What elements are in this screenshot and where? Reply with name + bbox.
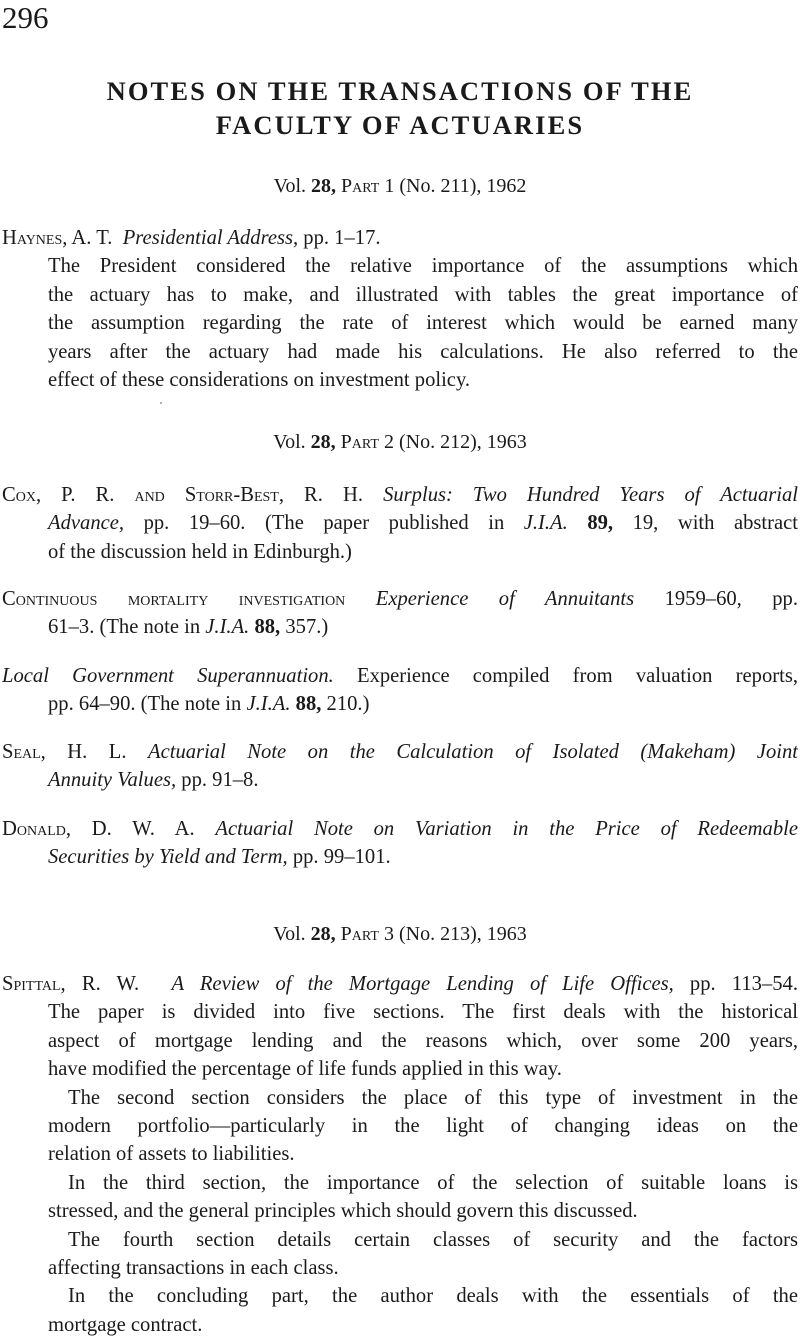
heading-part-word: Part <box>335 431 384 453</box>
heading-part-word: Part <box>335 923 384 945</box>
citation-line <box>2 224 798 252</box>
abstract-line: In the concluding part, the author deals with the essentials of the <box>68 1285 798 1308</box>
citation-line <box>2 481 798 509</box>
author: Seal, H. L. <box>2 741 127 763</box>
heading-volume: 28, <box>311 175 337 197</box>
heading-prefix: Vol. <box>273 175 312 197</box>
heading-volume: 28, <box>310 431 336 453</box>
abstract-line: modern portfolio—particularly in the light of changing ideas on the <box>48 1115 798 1138</box>
section-heading-part-3 <box>0 923 800 946</box>
section-heading-part-2 <box>0 431 800 454</box>
pages: pp. 1–17. <box>298 227 381 249</box>
work-title: A Review of the Mortgage Lending of Life Offices, <box>171 973 674 995</box>
abstract-line: effect of these considerations on investment policy. <box>48 369 471 392</box>
entry-spittal <box>2 970 798 1339</box>
citation-line <box>2 766 798 794</box>
author: Continuous mortality investigation <box>2 588 346 610</box>
citation-text: 357.) <box>280 616 329 639</box>
abstract-line: In the third section, the importance of the selection of suitable loans is <box>68 1171 798 1194</box>
citation-line <box>2 662 798 690</box>
entry-haynes <box>2 224 798 394</box>
heading-volume: 28, <box>310 923 336 945</box>
heading-prefix: Vol. <box>273 923 311 945</box>
work-title: Actuarial Note on Variation in the Price of Redeemable <box>215 818 798 840</box>
abstract-body <box>2 998 798 1339</box>
entry-donald <box>2 815 798 872</box>
author: Donald, D. W. A. <box>2 818 195 840</box>
abstract-line: mortgage contract. <box>48 1313 203 1336</box>
citation-text: 1959–60, pp. <box>634 588 798 610</box>
citation-line <box>2 509 798 537</box>
citation-line <box>2 690 798 718</box>
pages: pp. 91–8. <box>176 769 259 792</box>
page-number: 296 <box>2 0 49 35</box>
journal-abbrev: J.I.A. <box>246 693 291 716</box>
title-line-1: NOTES ON THE TRANSACTIONS OF THE <box>106 76 694 106</box>
citation-text: Experience compiled from valuation reports, <box>333 665 798 687</box>
abstract-line: the assumption regarding the rate of interest which would be earned many <box>48 312 798 335</box>
journal-abbrev: J.I.A. <box>205 616 250 639</box>
abstract-line: the actuary has to make, and illustrated with tables the great importance of <box>48 283 798 306</box>
article-title <box>0 74 800 142</box>
heading-number: 2 (No. 212), 1963 <box>383 431 527 453</box>
abstract-line: years after the actuary had made his calculations. He also referred to the <box>48 340 798 363</box>
work-title: Presidential Address, <box>122 227 299 249</box>
citation-line: of the discussion held in Edinburgh.) <box>48 540 352 563</box>
heading-number: 3 (No. 213), 1963 <box>383 923 527 945</box>
journal-volume: 88, <box>249 616 281 639</box>
abstract-line: affecting transactions in each class. <box>48 1257 339 1280</box>
print-speck <box>160 402 162 404</box>
entry-continuous-mortality <box>2 585 798 642</box>
abstract-line: The second section considers the place of this type of investment in the <box>68 1086 798 1109</box>
entry-seal <box>2 738 798 795</box>
citation-text: pp. 19–60. (The paper published in <box>124 512 524 535</box>
author: Cox, P. R. and Storr-Best, R. H. <box>2 484 364 506</box>
work-title: Actuarial Note on the Calculation of Isolated (Makeham) Joint <box>148 741 798 763</box>
work-title: Surplus: Two Hundred Years of Actuarial <box>383 484 798 506</box>
journal-abbrev: J.I.A. <box>523 512 568 535</box>
citation-text: 210.) <box>321 693 370 716</box>
abstract-line: The President considered the relative importance of the assumptions which <box>48 255 798 278</box>
author: Haynes, A. T. <box>2 227 113 249</box>
citation-text: 61–3. (The note in <box>48 616 206 639</box>
citation-line <box>2 815 798 843</box>
abstract-line: The fourth section details certain classes of security and the factors <box>68 1228 798 1251</box>
pages: pp. 99–101. <box>287 846 391 869</box>
journal-volume: 88, <box>290 693 322 716</box>
citation-text: 19, with abstract <box>613 512 798 535</box>
citation-text: pp. 64–90. (The note in <box>48 693 247 716</box>
heading-part-word: Part <box>336 175 385 197</box>
entry-cox-storr-best <box>2 481 798 566</box>
section-heading-part-1 <box>0 175 800 198</box>
journal-volume: 89, <box>567 512 614 535</box>
abstract-line: The paper is divided into five sections. The first deals with the historical <box>48 1001 798 1024</box>
work-title: Experience of Annuitants <box>375 588 635 610</box>
abstract-line: relation of assets to liabilities. <box>48 1143 295 1166</box>
abstract-line: aspect of mortgage lending and the reasons which, over some 200 years, <box>48 1029 798 1052</box>
citation-line <box>2 970 798 998</box>
author: Spittal, R. W. <box>2 973 140 995</box>
work-title: Annuity Values, <box>48 769 177 792</box>
heading-prefix: Vol. <box>273 431 311 453</box>
citation-line <box>2 843 798 871</box>
pages: pp. 113–54. <box>673 973 798 995</box>
abstract-line: have modified the percentage of life funds applied in this way. <box>48 1058 562 1081</box>
citation-line <box>2 585 798 613</box>
work-title: Local Government Superannuation. <box>2 665 334 687</box>
abstract-line: stressed, and the general principles which should govern this discussed. <box>48 1200 638 1223</box>
work-title: Securities by Yield and Term, <box>48 846 288 869</box>
heading-number: 1 (No. 211), 1962 <box>384 175 527 197</box>
work-title: Advance, <box>48 512 125 535</box>
entry-local-government <box>2 662 798 719</box>
citation-line <box>2 738 798 766</box>
title-line-2: FACULTY OF ACTUARIES <box>215 110 585 140</box>
citation-line <box>2 613 798 641</box>
